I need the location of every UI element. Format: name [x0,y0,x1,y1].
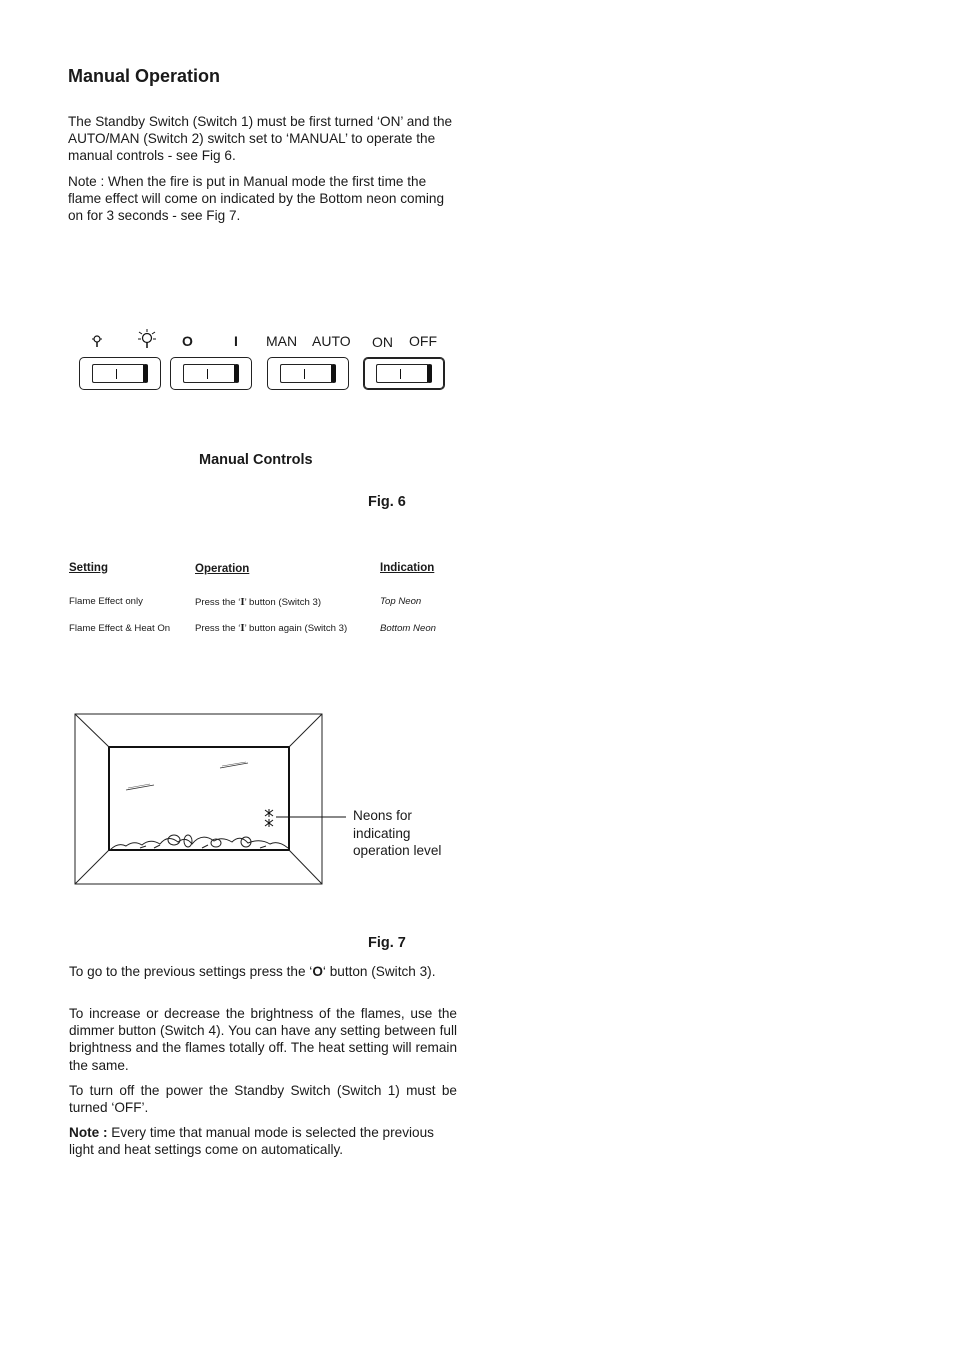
auto-man-switch[interactable] [267,357,349,390]
neon-indicator-icon [265,809,273,827]
table-cell-indication: Top Neon [380,596,422,607]
table-cell-operation: Press the ‘I’ button again (Switch 3) [195,622,348,634]
fig6-label: Fig. 6 [368,494,406,510]
table-cell-operation: Press the ‘I’ button (Switch 3) [195,596,322,608]
heat-switch[interactable] [170,357,252,390]
fig6-caption: Manual Controls [199,452,313,468]
switch-label-man: MAN [266,333,298,349]
table-header-setting: Setting [69,562,108,574]
table-header-operation: Operation [195,563,250,575]
manual-mode-note: Note : Every time that manual mode is selected the previous light and heat settings come on automatically. [69,1125,434,1158]
intro-note: Note : When the fire is put in Manual mode the first time the flame effect will come on indicated by the Bottom neon coming on for 3 seconds - see Fig 7. [68,174,445,224]
dim-bulb-icon [90,333,104,349]
brightness-paragraph: To increase or decrease the brightness of the flames, use the dimmer button (Switch 4). You can have any setting between full brightness and the flames totally off. The heat setting will remain the same. [69,1006,457,1073]
standby-switch[interactable] [363,357,445,390]
switch-label-off: OFF [409,333,437,349]
page-title: Manual Operation [68,66,221,86]
switch-label-auto: AUTO [312,333,351,349]
switch-label-off-symbol: O [182,333,193,349]
table-cell-setting: Flame Effect only [69,596,143,607]
previous-settings-paragraph: To go to the previous settings press the ‘O‘ button (Switch 3). [69,964,436,979]
switch-label-on: ON [372,334,393,350]
power-off-paragraph: To turn off the power the Standby Switch (Switch 1) must be turned ‘OFF’. [69,1083,457,1116]
fuel-bed-icon [110,835,288,850]
switch-label-on-symbol: I [234,333,238,349]
table-header-indication: Indication [380,562,435,574]
intro-paragraph: The Standby Switch (Switch 1) must be first turned ‘ON’ and the AUTO/MAN (Switch 2) switch set to ‘MANUAL’ to operate the manual controls - see Fig 6. [68,114,453,164]
bright-bulb-icon [137,328,157,350]
table-cell-setting: Flame Effect & Heat On [69,623,171,634]
fig7-label: Fig. 7 [368,935,406,951]
fire-diagram [70,710,360,890]
flame-streak-icon [126,762,248,790]
dimmer-switch[interactable] [79,357,161,390]
table-cell-indication: Bottom Neon [380,623,436,634]
neon-callout: Neons for indicating operation level [353,808,442,859]
